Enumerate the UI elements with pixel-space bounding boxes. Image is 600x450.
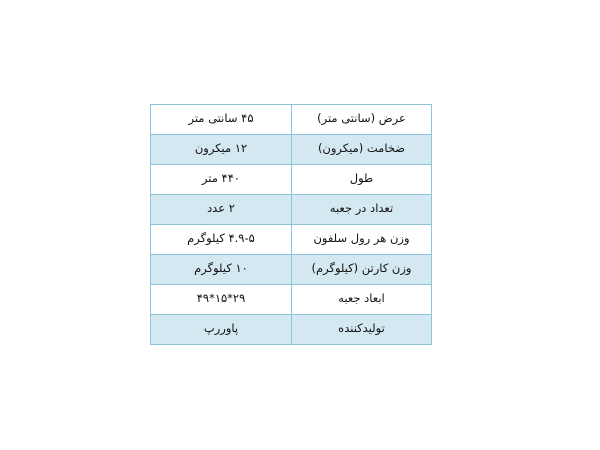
spec-label: وزن هر رول سلفون: [292, 225, 432, 255]
table-row: [151, 105, 432, 135]
spec-label: وزن کارتن (کیلوگرم): [292, 255, 432, 285]
spec-label: طول: [292, 165, 432, 195]
spec-label: ابعاد جعبه: [292, 285, 432, 315]
product-spec-table: [150, 104, 432, 345]
table-row: [151, 255, 432, 285]
table-row: [151, 225, 432, 255]
spec-label: تولیدکننده: [292, 315, 432, 345]
table-row: [151, 195, 432, 225]
spec-value: ۴۴۰ متر: [151, 165, 292, 195]
spec-value: ۲۹*۱۵*۴۹: [151, 285, 292, 315]
spec-value: ۱۲ میکرون: [151, 135, 292, 165]
spec-label: تعداد در جعبه: [292, 195, 432, 225]
spec-value: ۱۰ کیلوگرم: [151, 255, 292, 285]
spec-label: عرض (سانتی متر): [292, 105, 432, 135]
table-row: [151, 165, 432, 195]
spec-value: پاوررپ: [151, 315, 292, 345]
table-row: [151, 135, 432, 165]
spec-value: ۴۵ سانتی متر: [151, 105, 292, 135]
spec-label: ضخامت (میکرون): [292, 135, 432, 165]
spec-value: ۲ عدد: [151, 195, 292, 225]
table-row: [151, 285, 432, 315]
table-row: [151, 315, 432, 345]
spec-value: ۴.۹-۵ کیلوگرم: [151, 225, 292, 255]
